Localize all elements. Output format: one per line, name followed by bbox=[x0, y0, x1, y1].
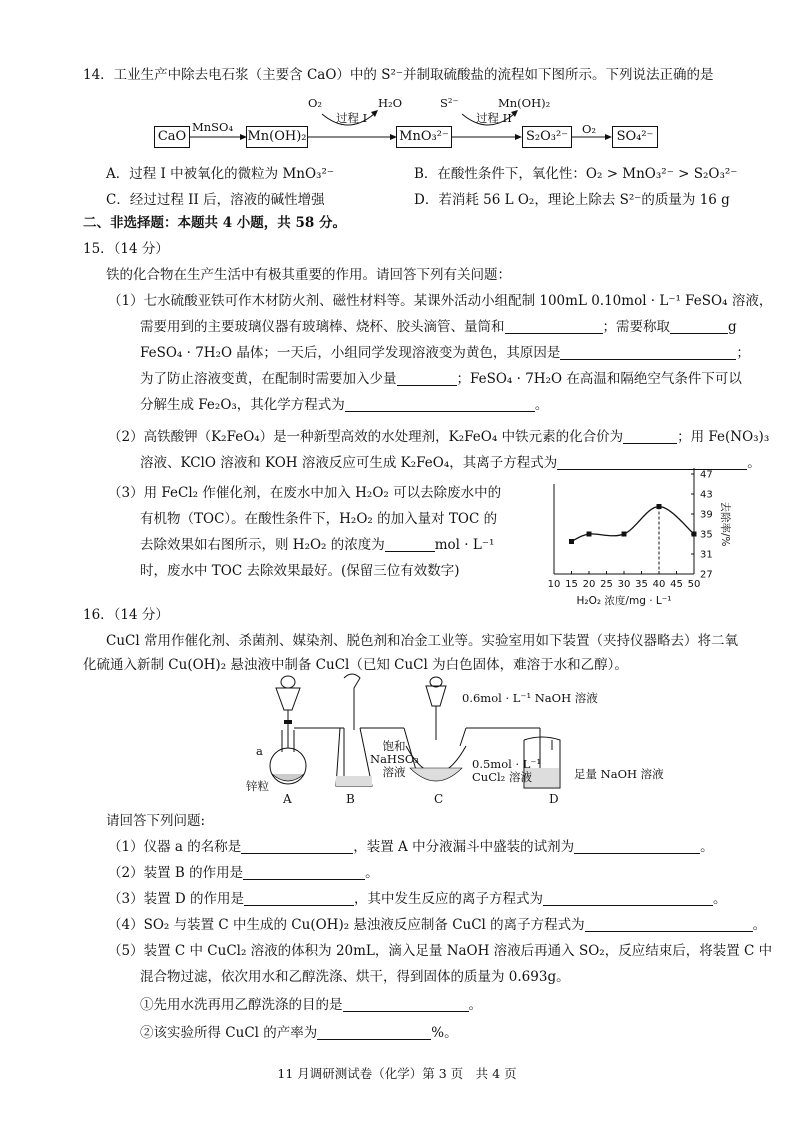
q16-text: ①先用水洗再用乙醇洗涤的目的是 bbox=[140, 997, 343, 1013]
answer-blank-10[interactable] bbox=[574, 839, 700, 854]
flow-h2o: H₂O bbox=[378, 96, 403, 110]
q16-sub3 bbox=[108, 890, 727, 908]
q15-p2-text: 溶液、KClO 溶液和 KOH 溶液反应可生成 K₂FeO₄，其离子方程式为 bbox=[140, 455, 558, 471]
q15-p3-text: mol · L⁻¹ bbox=[434, 537, 495, 553]
answer-blank-5[interactable] bbox=[345, 397, 535, 412]
apparatus-letter-a: A bbox=[283, 792, 292, 806]
apparatus-b-label: 饱和 NaHSO₃ 溶液 bbox=[370, 739, 419, 779]
q15-p2-text: ；用 Fe(NO₃)₃ bbox=[677, 429, 770, 445]
answer-blank-16[interactable] bbox=[317, 1025, 431, 1040]
q15-p2-text: （2）高铁酸钾（K₂FeO₄）是一种新型高效的水处理剂，K₂FeO₄ 中铁元素的化合价为 bbox=[108, 429, 624, 445]
q15-p1-text: ； bbox=[736, 345, 750, 361]
x-tick-label: 25 bbox=[600, 579, 613, 590]
y-tick-label: 31 bbox=[700, 549, 713, 561]
q15-header: 15．（14 分） bbox=[83, 241, 169, 257]
answer-blank-11[interactable] bbox=[243, 865, 365, 880]
x-tick-label: 20 bbox=[582, 579, 596, 590]
x-tick-label: 10 bbox=[547, 579, 561, 590]
q16-sub5-line3 bbox=[140, 996, 482, 1014]
y-tick-label: 39 bbox=[700, 509, 713, 521]
q15-p1-text: 分解生成 Fe₂O₃，其化学方程式为 bbox=[140, 397, 345, 413]
q16-text: ，装置 A 中分液漏斗中盛装的试剂为 bbox=[353, 839, 575, 855]
flow-o2-2: O₂ bbox=[582, 122, 597, 136]
flow-node-mno3: MnO₃²⁻ bbox=[396, 126, 452, 148]
answer-blank-3[interactable] bbox=[560, 345, 736, 360]
answer-blank-6[interactable] bbox=[623, 429, 677, 444]
q15-p3-text: 去除效果如右图所示，则 H₂O₂ 的浓度为 bbox=[140, 537, 385, 553]
apparatus-zinc-label: 锌粒 bbox=[246, 779, 269, 793]
q16-text: 。 bbox=[700, 839, 714, 855]
apparatus-letter-d: D bbox=[549, 792, 559, 806]
q16-text: ②该实验所得 CuCl 的产率为 bbox=[140, 1025, 318, 1041]
answer-blank-13[interactable] bbox=[543, 891, 713, 906]
flow-node-mnoh2: Mn(OH)₂ bbox=[246, 126, 308, 148]
y-tick-label: 47 bbox=[700, 469, 713, 481]
apparatus-c-bottom-label: 0.5mol · L⁻¹ CuCl₂ 溶液 bbox=[472, 757, 542, 784]
q16-text: （3）装置 D 的作用是 bbox=[108, 891, 244, 907]
q15-p2-line1 bbox=[108, 428, 769, 446]
flow-s2: S²⁻ bbox=[440, 96, 459, 110]
x-axis-label: H₂O₂ 浓度/mg · L⁻¹ bbox=[576, 595, 672, 607]
data-point bbox=[692, 532, 697, 537]
q15-intro: 铁的化合物在生产生活中有极其重要的作用。请回答下列有关问题： bbox=[106, 267, 511, 283]
q15-p1-text: ；需要称取 bbox=[602, 319, 670, 335]
answer-blank-9[interactable] bbox=[241, 839, 353, 854]
data-point bbox=[622, 532, 627, 537]
y-tick-label: 43 bbox=[700, 489, 713, 501]
q14-option-b[interactable]: B．在酸性条件下，氧化性：O₂ > MnO₃²⁻ > S₂O₃²⁻ bbox=[414, 166, 738, 182]
q15-p1-line3 bbox=[140, 344, 750, 362]
answer-blank-12[interactable] bbox=[244, 891, 354, 906]
q15-p3-line1: （3）用 FeCl₂ 作催化剂，在废水中加入 H₂O₂ 可以去除废水中的 bbox=[108, 485, 502, 501]
flow-step2: 过程 II bbox=[476, 111, 512, 125]
q16-intro-line2: 化硫通入新制 Cu(OH)₂ 悬浊液中制备 CuCl（已知 CuCl 为白色固体，难溶于水和乙醇）。 bbox=[83, 657, 628, 673]
x-tick-label: 35 bbox=[635, 579, 648, 590]
toc-removal-chart bbox=[532, 462, 732, 612]
q15-p1-text: 。 bbox=[534, 397, 549, 413]
q16-intro-line1: CuCl 常用作催化剂、杀菌剂、媒染剂、脱色剂和冶金工业等。实验室用如下装置（夹持仪器略去）将二氧 bbox=[106, 633, 738, 649]
q15-p1-line2 bbox=[140, 318, 737, 336]
q15-p1-text: FeSO₄ · 7H₂O 晶体；一天后，小组同学发现溶液变为黄色，其原因是 bbox=[140, 345, 561, 361]
apparatus-c-top-label: 0.6mol · L⁻¹ NaOH 溶液 bbox=[462, 691, 598, 705]
q15-p3-line3 bbox=[140, 536, 494, 554]
q15-p3-line2: 有机物（TOC）。在酸性条件下，H₂O₂ 的加入量对 TOC 的 bbox=[140, 511, 498, 527]
apparatus-letter-b: B bbox=[346, 792, 355, 806]
q16-sub5-line1: （5）装置 C 中 CuCl₂ 溶液的体积为 20mL，滴入足量 NaOH 溶液后再通入 SO₂，反应结束后，将装置 C 中 bbox=[108, 943, 773, 959]
q14-option-a[interactable]: A．过程 I 中被氧化的微粒为 MnO₃²⁻ bbox=[106, 166, 334, 182]
q16-sub2 bbox=[108, 864, 379, 882]
q16-text: （4）SO₂ 与装置 C 中生成的 Cu(OH)₂ 悬浊液反应制备 CuCl 的离子方程式为 bbox=[108, 917, 585, 933]
x-tick-label: 15 bbox=[565, 579, 578, 590]
q15-p3-line4: 时，废水中 TOC 去除效果最好。(保留三位有效数字) bbox=[140, 563, 460, 579]
flow-o2-1: O₂ bbox=[308, 96, 323, 110]
flow-node-so4: SO₄²⁻ bbox=[612, 126, 658, 148]
q14-stem: 14．工业生产中除去电石浆（主要含 CaO）中的 S²⁻并制取硫酸盐的流程如下图所示。下列说法正确的是 bbox=[83, 67, 714, 83]
flow-node-s2o3: S₂O₃²⁻ bbox=[522, 126, 572, 148]
q16-text: 。 bbox=[752, 917, 767, 933]
y-tick-label: 27 bbox=[700, 569, 713, 581]
q16-text: （2）装置 B 的作用是 bbox=[108, 865, 244, 881]
answer-blank-1[interactable] bbox=[505, 319, 603, 334]
q16-text: 。 bbox=[365, 865, 379, 881]
data-point bbox=[569, 539, 574, 544]
flow-reagent-mnso4: MnSO₄ bbox=[192, 120, 234, 134]
flow-node-cao: CaO bbox=[154, 126, 190, 148]
x-tick-label: 40 bbox=[652, 579, 666, 590]
q15-p1-line5 bbox=[140, 396, 548, 414]
y-tick-label: 35 bbox=[700, 529, 713, 541]
q16-prompt: 请回答下列问题: bbox=[106, 813, 206, 829]
apparatus-d-label: 足量 NaOH 溶液 bbox=[574, 767, 664, 781]
q15-p1-text: 需要用到的主要玻璃仪器有玻璃棒、烧杯、胶头滴管、量筒和 bbox=[140, 319, 505, 335]
y-axis-label: 去除率/% bbox=[719, 501, 731, 547]
section-heading: 二、非选择题：本题共 4 小题，共 58 分。 bbox=[83, 215, 346, 231]
q15-p1-text: ；FeSO₄ · 7H₂O 在高温和隔绝空气条件下可以 bbox=[456, 371, 742, 387]
q16-text: 。 bbox=[713, 891, 727, 907]
x-tick-label: 50 bbox=[687, 579, 701, 590]
x-tick-label: 30 bbox=[617, 579, 631, 590]
q16-sub4 bbox=[108, 916, 766, 934]
flow-mnoh2-label: Mn(OH)₂ bbox=[498, 96, 551, 110]
q16-sub1 bbox=[108, 838, 714, 856]
q15-p2-text: 。 bbox=[747, 455, 761, 471]
q16-text: （1）仪器 a 的名称是 bbox=[108, 839, 242, 855]
answer-blank-4[interactable] bbox=[397, 371, 457, 386]
data-point bbox=[587, 532, 592, 537]
q16-sub5-line2: 混合物过滤，依次用水和乙醇洗涤、烘干，得到固体的质量为 0.693g。 bbox=[140, 969, 570, 985]
answer-blank-8[interactable] bbox=[385, 537, 435, 552]
apparatus-a-label: a bbox=[256, 744, 263, 758]
answer-blank-15[interactable] bbox=[343, 997, 469, 1012]
q15-p1-text: g bbox=[728, 319, 737, 335]
q14-option-d[interactable]: D．若消耗 56 L O₂，理论上除去 S²⁻的质量为 16 g bbox=[414, 192, 730, 208]
flow-step1: 过程 I bbox=[336, 111, 368, 125]
q16-header: 16．（14 分） bbox=[83, 607, 169, 623]
q15-p1-line1: （1）七水硫酸亚铁可作木材防火剂、磁性材料等。某课外活动小组配制 100mL 0.10mol · L⁻¹ FeSO₄ 溶液， bbox=[108, 293, 773, 309]
q16-text: ，其中发生反应的离子方程式为 bbox=[354, 891, 543, 907]
q15-p1-text: 为了防止溶液变黄，在配制时需要加入少量 bbox=[140, 371, 397, 387]
q16-text: 。 bbox=[468, 997, 482, 1013]
q16-text: %。 bbox=[431, 1025, 458, 1041]
q15-p1-line4 bbox=[140, 370, 742, 388]
answer-blank-2[interactable] bbox=[670, 319, 728, 334]
q16-sub5-line4 bbox=[140, 1024, 458, 1042]
x-tick-label: 45 bbox=[670, 579, 683, 590]
apparatus-letter-c: C bbox=[434, 792, 444, 806]
page-footer: 11 月调研测试卷（化学）第 3 页 共 4 页 bbox=[277, 1066, 517, 1081]
q14-option-c[interactable]: C．经过过程 II 后，溶液的碱性增强 bbox=[106, 192, 325, 208]
answer-blank-14[interactable] bbox=[585, 917, 753, 932]
